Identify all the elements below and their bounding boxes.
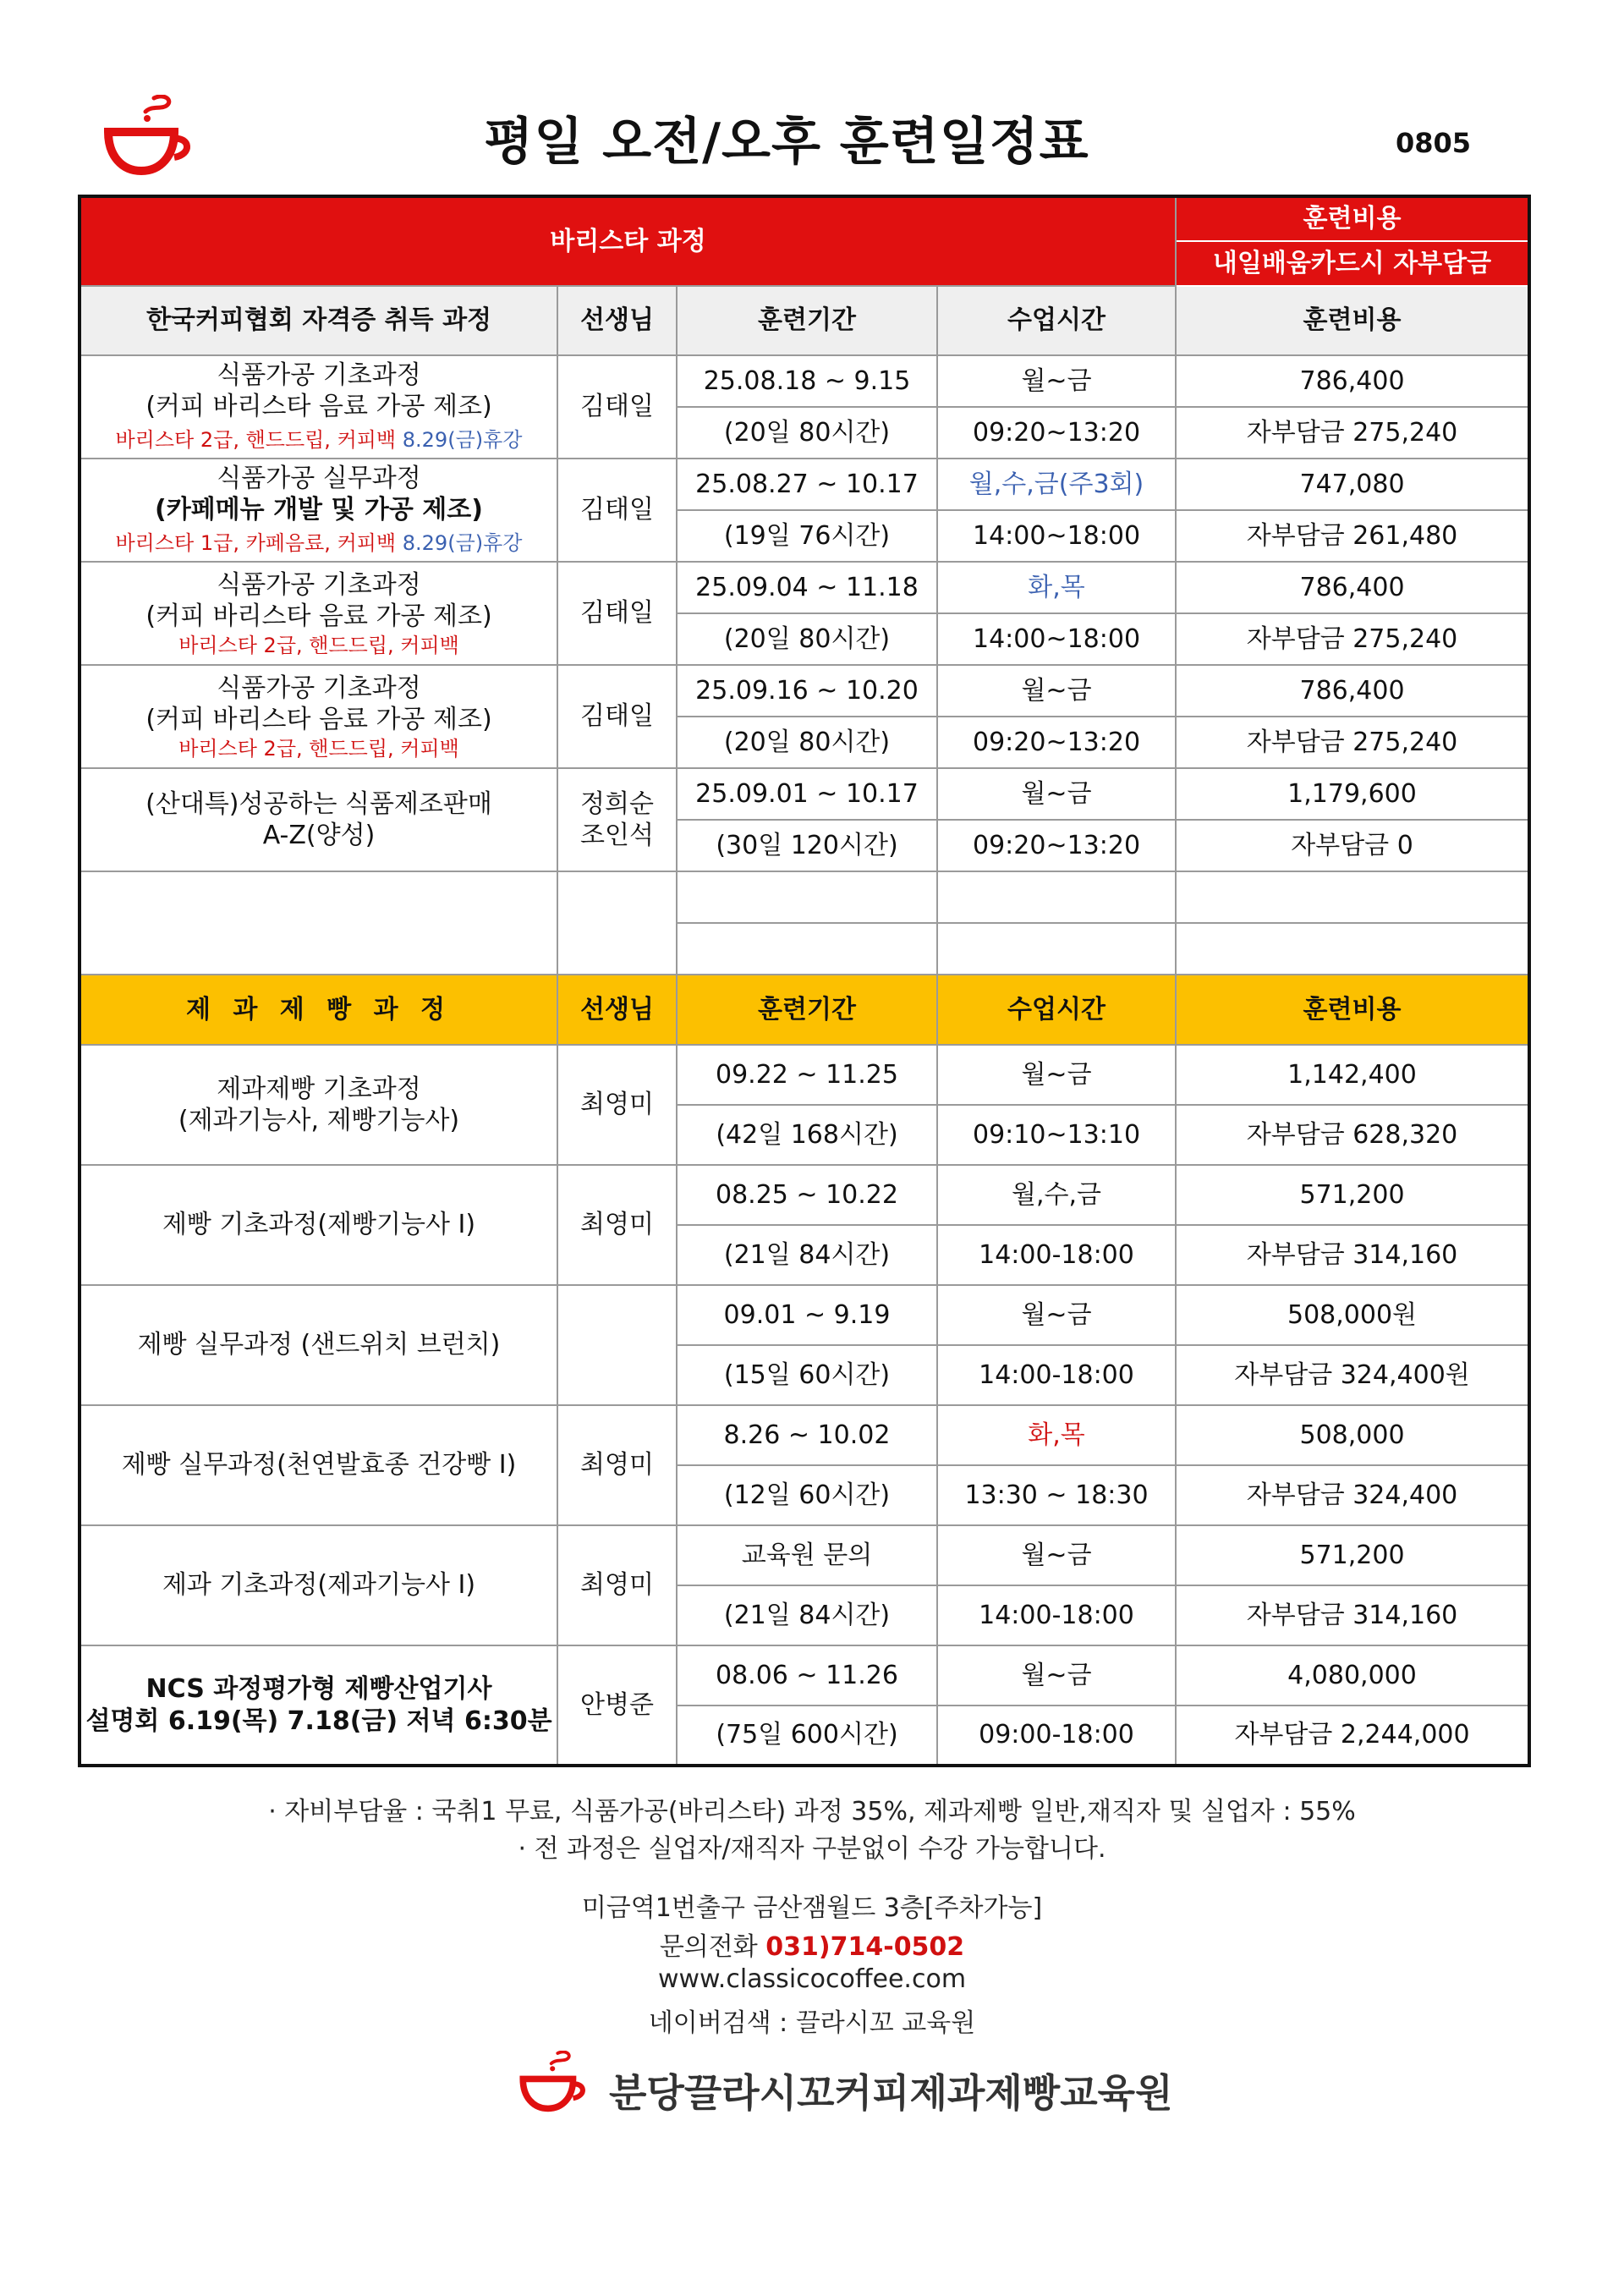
empty-cell [677, 871, 937, 923]
days: (30일 120시간) [677, 820, 937, 871]
fee: 4,080,000 [1176, 1645, 1529, 1706]
schedule: 월~금 [937, 1645, 1176, 1706]
self-pay: 자부담금 2,244,000 [1176, 1706, 1529, 1766]
teacher: 최영미 [557, 1165, 677, 1285]
empty-cell [937, 871, 1176, 923]
page-title: 평일 오전/오후 훈련일정표 [484, 113, 1089, 172]
table-row [80, 562, 1529, 613]
column-header: 수업시간 [937, 286, 1176, 355]
self-pay: 자부담금 324,400원 [1176, 1345, 1529, 1405]
table-row [80, 1525, 1529, 1585]
empty-cell [557, 871, 677, 975]
teacher [557, 1285, 677, 1405]
barista-banner: 바리스타 과정 [80, 196, 1176, 286]
coffee-cup-logo-icon [518, 2051, 594, 2115]
period: 09.01 ~ 9.19 [677, 1285, 937, 1345]
time: 09:20~13:20 [937, 820, 1176, 871]
self-pay: 자부담금 628,320 [1176, 1105, 1529, 1165]
column-header: 훈련기간 [677, 286, 937, 355]
empty-cell [677, 923, 937, 975]
schedule: 월~금 [937, 1285, 1176, 1345]
teacher: 최영미 [557, 1525, 677, 1645]
teacher: 김태일 [557, 562, 677, 665]
column-header: 한국커피협회 자격증 취득 과정 [80, 286, 557, 355]
fee: 1,179,600 [1176, 768, 1529, 820]
phone-number[interactable]: 031)714-0502 [765, 1932, 965, 1962]
period: 09.22 ~ 11.25 [677, 1045, 937, 1105]
teacher: 김태일 [557, 665, 677, 768]
time: 09:20~13:20 [937, 717, 1176, 768]
self-pay: 자부담금 275,240 [1176, 717, 1529, 768]
schedule: 월~금 [937, 1525, 1176, 1585]
schedule: 월~금 [937, 1045, 1176, 1105]
table-row [80, 768, 1529, 820]
table-row [80, 1645, 1529, 1706]
period: 25.08.18 ~ 9.15 [677, 355, 937, 407]
teacher: 김태일 [557, 355, 677, 459]
period: 25.09.16 ~ 10.20 [677, 665, 937, 717]
empty-cell [1176, 923, 1529, 975]
time: 14:00~18:00 [937, 510, 1176, 562]
period: 8.26 ~ 10.02 [677, 1405, 937, 1465]
course-name: NCS 과정평가형 제빵산업기사 설명회 6.19(목) 7.18(금) 저녁 6:30분 [80, 1645, 557, 1766]
table-row [80, 1405, 1529, 1465]
teacher: 안병준 [557, 1645, 677, 1766]
organization-name: 분당끌라시꼬커피제과제빵교육원 [609, 2070, 1173, 2116]
self-pay: 자부담금 261,480 [1176, 510, 1529, 562]
note-line: · 전 과정은 실업자/재직자 구분없이 수강 가능합니다. [518, 1834, 1106, 1864]
table-row [80, 1165, 1529, 1225]
course-name: 제과제빵 기초과정 (제과기능사, 제빵기능사) [80, 1045, 557, 1165]
time: 09:00-18:00 [937, 1706, 1176, 1766]
fee: 786,400 [1176, 355, 1529, 407]
time: 09:10~13:10 [937, 1105, 1176, 1165]
column-header: 훈련비용 [1176, 286, 1529, 355]
days: (20일 80시간) [677, 717, 937, 768]
course-name: 제과 기초과정(제과기능사 I) [80, 1525, 557, 1645]
fee: 786,400 [1176, 665, 1529, 717]
fee-banner-title: 훈련비용 [1176, 196, 1529, 241]
empty-row [80, 871, 1529, 923]
time: 14:00-18:00 [937, 1345, 1176, 1405]
self-pay: 자부담금 275,240 [1176, 613, 1529, 665]
schedule: 월~금 [937, 665, 1176, 717]
time: 14:00-18:00 [937, 1585, 1176, 1645]
fee: 1,142,400 [1176, 1045, 1529, 1105]
period: 교육원 문의 [677, 1525, 937, 1585]
column-header: 선생님 [557, 286, 677, 355]
phone-line: 문의전화 031)714-0502 [659, 1932, 965, 1962]
days: (20일 80시간) [677, 407, 937, 459]
address: 미금역1번출구 금산잼월드 3층[주차가능] [581, 1893, 1043, 1923]
fee: 747,080 [1176, 459, 1529, 510]
empty-cell [937, 923, 1176, 975]
table-row [80, 1045, 1529, 1105]
period: 25.09.04 ~ 11.18 [677, 562, 937, 613]
self-pay: 자부담금 0 [1176, 820, 1529, 871]
time: 13:30 ~ 18:30 [937, 1465, 1176, 1525]
fee-banner-subtitle: 내일배움카드시 자부담금 [1176, 241, 1529, 286]
teacher: 정희순 조인석 [557, 768, 677, 871]
schedule: 월,수,금(주3회) [937, 459, 1176, 510]
table-row [80, 665, 1529, 717]
column-header: 훈련비용 [1176, 975, 1529, 1045]
column-header: 선생님 [557, 975, 677, 1045]
period: 08.25 ~ 10.22 [677, 1165, 937, 1225]
course-name: 식품가공 기초과정 (커피 바리스타 음료 가공 제조) 바리스타 2급, 핸드드립, 커피백 [80, 665, 557, 768]
period: 08.06 ~ 11.26 [677, 1645, 937, 1706]
empty-cell [80, 871, 557, 975]
days: (20일 80시간) [677, 613, 937, 665]
self-pay: 자부담금 314,160 [1176, 1225, 1529, 1285]
self-pay: 자부담금 314,160 [1176, 1585, 1529, 1645]
time: 09:20~13:20 [937, 407, 1176, 459]
course-name: 제빵 실무과정 (샌드위치 브런치) [80, 1285, 557, 1405]
days: (21일 84시간) [677, 1225, 937, 1285]
website-link[interactable]: www.classicocoffee.com [657, 1964, 967, 1994]
teacher: 김태일 [557, 459, 677, 562]
schedule: 월~금 [937, 768, 1176, 820]
bakery-header-row [80, 975, 1529, 1045]
period: 25.08.27 ~ 10.17 [677, 459, 937, 510]
fee: 571,200 [1176, 1525, 1529, 1585]
column-header: 수업시간 [937, 975, 1176, 1045]
fee: 786,400 [1176, 562, 1529, 613]
column-header: 훈련기간 [677, 975, 937, 1045]
period: 25.09.01 ~ 10.17 [677, 768, 937, 820]
time: 14:00~18:00 [937, 613, 1176, 665]
course-name: 식품가공 실무과정 (카페메뉴 개발 및 가공 제조) 바리스타 1급, 카페음료, 커피백 8.29(금)휴강 [80, 459, 557, 562]
course-name: 제빵 기초과정(제빵기능사 I) [80, 1165, 557, 1285]
table-row [80, 459, 1529, 510]
schedule: 월,수,금 [937, 1165, 1176, 1225]
teacher: 최영미 [557, 1045, 677, 1165]
schedule: 화,목 [937, 1405, 1176, 1465]
teacher: 최영미 [557, 1405, 677, 1525]
days: (19일 76시간) [677, 510, 937, 562]
days: (42일 168시간) [677, 1105, 937, 1165]
fee: 571,200 [1176, 1165, 1529, 1225]
days: (12일 60시간) [677, 1465, 937, 1525]
course-name: (산대특)성공하는 식품제조판매 A-Z(양성) [80, 768, 557, 871]
course-name: 식품가공 기초과정 (커피 바리스타 음료 가공 제조) 바리스타 2급, 핸드드립, 커피백 8.29(금)휴강 [80, 355, 557, 459]
schedule: 월~금 [937, 355, 1176, 407]
days: (75일 600시간) [677, 1706, 937, 1766]
barista-header-row [80, 286, 1529, 355]
document-code: 0805 [1396, 127, 1472, 159]
self-pay: 자부담금 275,240 [1176, 407, 1529, 459]
table-row [80, 355, 1529, 407]
schedule-table [78, 195, 1531, 1767]
course-name: 식품가공 기초과정 (커피 바리스타 음료 가공 제조) 바리스타 2급, 핸드드립, 커피백 [80, 562, 557, 665]
days: (15일 60시간) [677, 1345, 937, 1405]
fee: 508,000 [1176, 1405, 1529, 1465]
empty-cell [1176, 871, 1529, 923]
table-row [80, 1285, 1529, 1345]
fee: 508,000원 [1176, 1285, 1529, 1345]
coffee-cup-logo-icon [102, 95, 201, 179]
course-name: 제빵 실무과정(천연발효종 건강빵 I) [80, 1405, 557, 1525]
self-pay: 자부담금 324,400 [1176, 1465, 1529, 1525]
naver-search: 네이버검색 : 끌라시꼬 교육원 [648, 2008, 976, 2038]
days: (21일 84시간) [677, 1585, 937, 1645]
column-header: 제 과 제 빵 과 정 [80, 975, 557, 1045]
time: 14:00-18:00 [937, 1225, 1176, 1285]
schedule: 화,목 [937, 562, 1176, 613]
note-line: · 자비부담율 : 국취1 무료, 식품가공(바리스타) 과정 35%, 제과제빵 일반,재직자 및 실업자 : 55% [268, 1797, 1356, 1826]
